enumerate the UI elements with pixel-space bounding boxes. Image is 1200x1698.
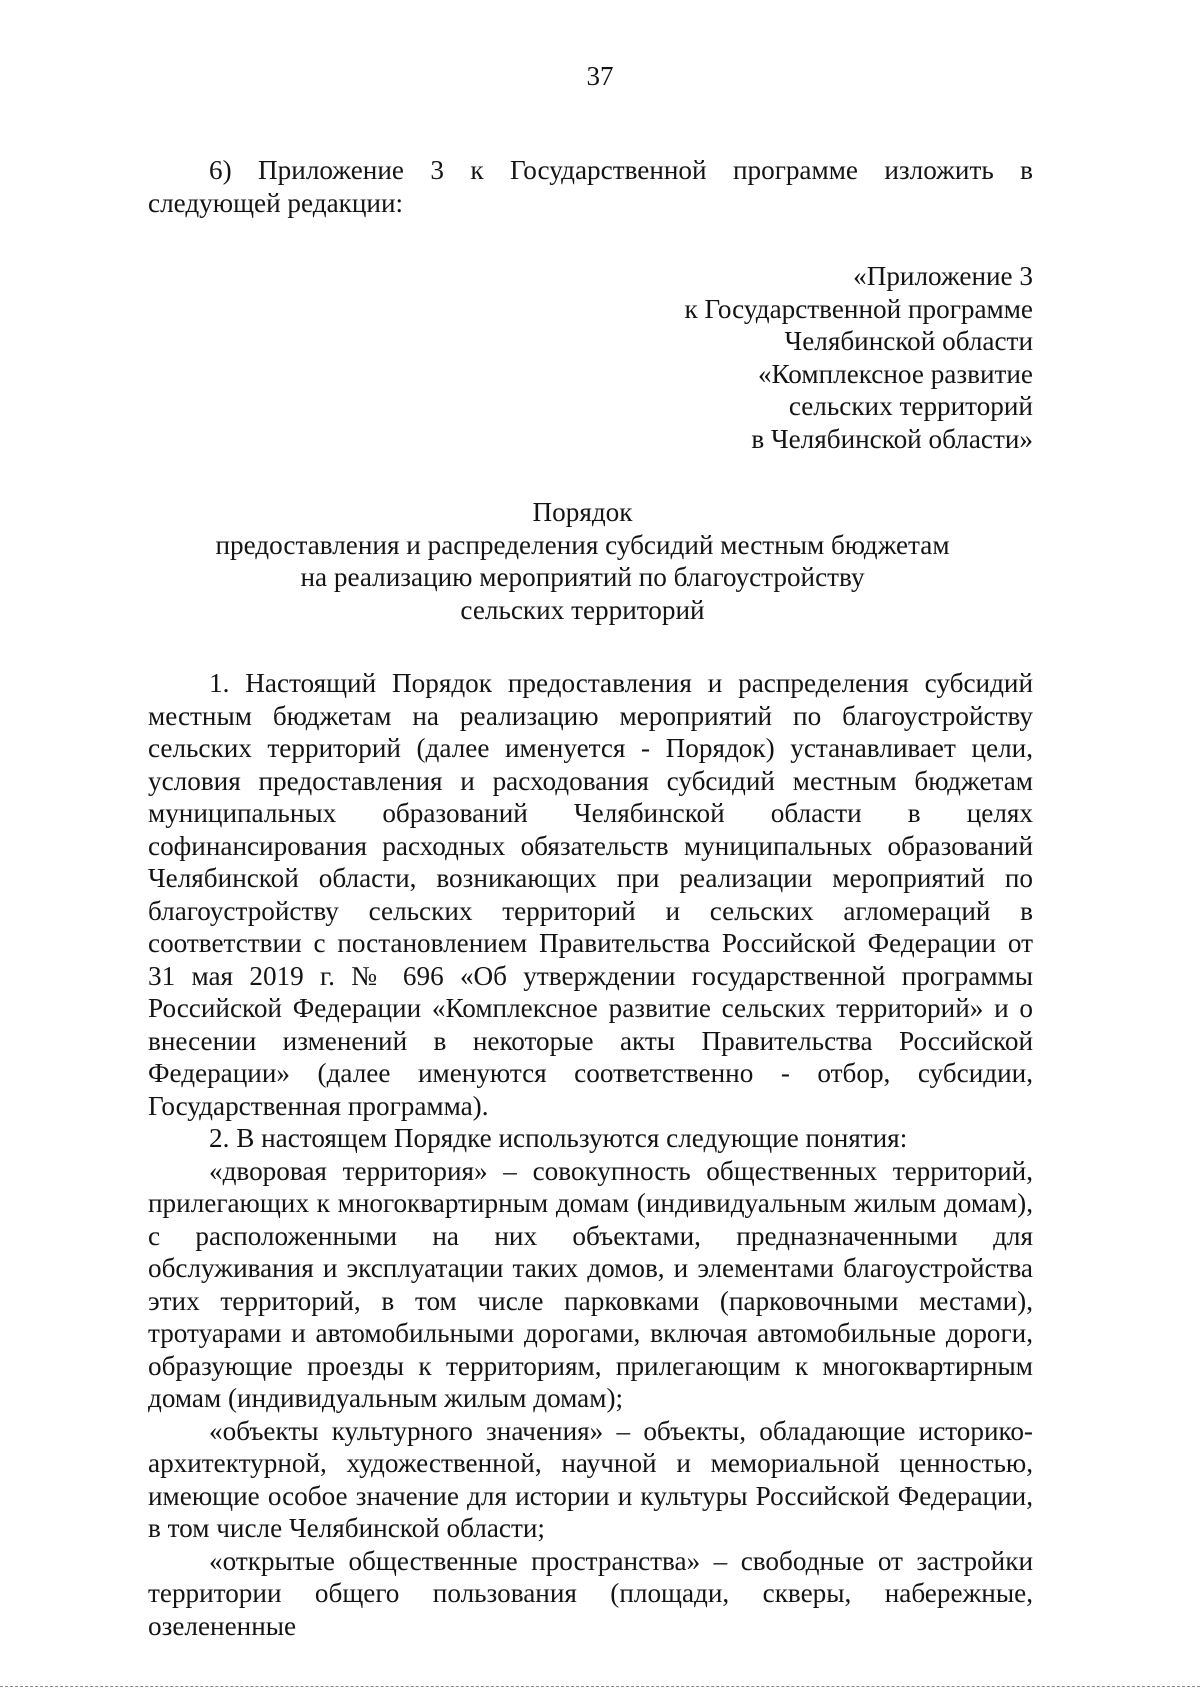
appendix-line: «Комплексное развитие xyxy=(757,358,1033,389)
document-body xyxy=(148,154,1033,1642)
appendix-header xyxy=(148,260,1033,455)
intro-paragraph: 6) Приложение 3 к Государственной программе изложить в следующей редакции: xyxy=(148,155,1033,218)
paragraph-1: 1. Настоящий Порядок предоставления и распределения субсидий местным бюджетам на реализацию мероприятий по благоустройству сельских территорий (далее именуется - Порядок) устанавливает цели, условия предоставления и расходования субсидий местным бюджетам муниципальных образований Челябинской области в целях софинансирования расходных обязательств муниципальных образований Челябинской области, возникающих при реализации мероприятий по благоустройству сельских территорий и сельских агломераций в соответствии с постановлением Правительства Российской Федерации от 31 мая 2019 г. № 696 «Об утверждении государственной программы Российской Федерации «Комплексное развитие сельских территорий» и о внесении изменений в некоторые акты Правительства Российской Федерации» (далее именуются соответственно - отбор, субсидии, Государственная программа). xyxy=(148,668,1033,1121)
page-bottom-edge xyxy=(0,1686,1200,1687)
page-number: 37 xyxy=(586,61,614,91)
title-line: на реализацию мероприятий по благоустройству xyxy=(300,562,865,592)
definition-yard-territory: «дворовая территория» – совокупность общественных территорий, прилегающих к многоквартирным домам (индивидуальным жилым домам), с расположенными на них объектами, предназначенными для обслуживания и эксплуатации таких домов, и элементами благоустройства этих территорий, в том числе парковками (парковочными местами), тротуарами и автомобильными дорогами, включая автомобильные дороги, образующие проезды к территориям, прилегающим к многоквартирным домам (индивидуальным жилым домам); xyxy=(148,1155,1033,1413)
spacer xyxy=(148,626,1033,667)
definition-public-spaces: «открытые общественные пространства» – свободные от застройки территории общего пользования (площади, скверы, набережные, озелененные xyxy=(148,1545,1033,1641)
appendix-line: к Государственной программе xyxy=(684,293,1033,324)
appendix-line: в Челябинской области» xyxy=(751,423,1033,454)
paragraph-2: 2. В настоящем Порядке используются следующие понятия: xyxy=(209,1123,908,1153)
appendix-line: «Приложение 3 xyxy=(853,261,1033,291)
title-line: предоставления и распределения субсидий местным бюджетам xyxy=(215,529,950,560)
appendix-line: Челябинской области xyxy=(784,326,1033,356)
title-line: сельских территорий xyxy=(460,594,705,625)
appendix-line: сельских территорий xyxy=(788,391,1033,421)
title-line: Порядок xyxy=(532,497,633,527)
definition-cultural-objects: «объекты культурного значения» – объекты, обладающие историко-архитектурной, художественной, научной и мемориальной ценностью, имеющие особое значение для истории и культуры Российской Федерации, в том числе Челябинской области; xyxy=(148,1415,1033,1543)
document-title xyxy=(148,496,1033,626)
